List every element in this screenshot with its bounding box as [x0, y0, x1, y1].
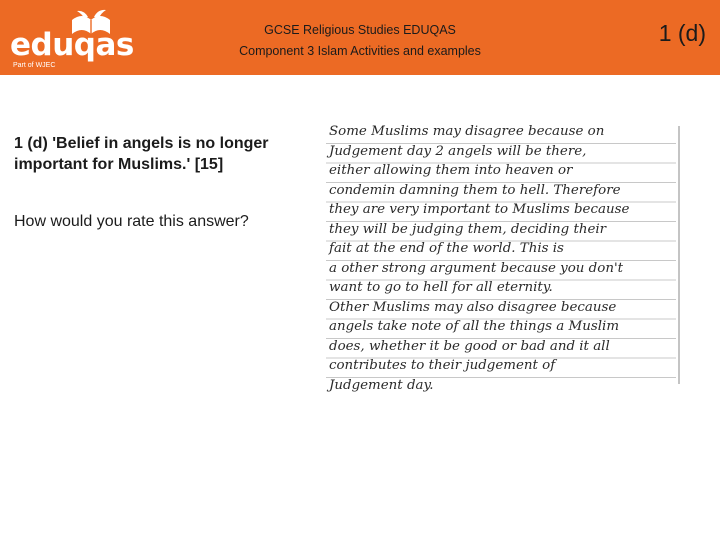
handwritten-answer — [324, 122, 684, 393]
answer-line: they will be judging them, deciding their — [329, 221, 607, 237]
answer-line: want to go to hell for all eternity. — [329, 280, 553, 295]
answer-line: Judgement day 2 angels will be there, — [329, 143, 587, 159]
rating-prompt: How would you rate this answer? — [14, 213, 249, 230]
question-code: 1 (d) — [658, 20, 706, 46]
answer-line: condemin damning them to hell. Therefore — [329, 182, 621, 198]
header-bar — [0, 0, 720, 75]
eduqas-logo — [8, 8, 134, 69]
answer-line: either allowing them into heaven or — [329, 163, 573, 178]
slide-title-line1: GCSE Religious Studies EDUQAS — [264, 23, 456, 37]
answer-text — [329, 122, 679, 395]
logo-wordmark: eduqas — [10, 27, 134, 63]
answer-line: Some Muslims may disagree because on — [329, 124, 605, 139]
question-text: 1 (d) 'Belief in angels is no longer important for Muslims.' [15] — [14, 135, 269, 173]
logo-subtitle: Part of WJEC — [13, 62, 56, 69]
answer-line: Judgement day. — [329, 377, 434, 393]
answer-line: does, whether it be good or bad and it all — [329, 338, 610, 354]
slide-title — [150, 20, 570, 62]
answer-line: fait at the end of the world. This is — [329, 241, 564, 256]
answer-line: Other Muslims may also disagree because — [329, 299, 617, 315]
answer-line: contributes to their judgement of — [329, 358, 556, 373]
slide-title-line2: Component 3 Islam Activities and examples — [239, 44, 481, 58]
answer-line: angels take note of all the things a Muslim — [329, 319, 620, 334]
answer-line: a other strong argument because you don't — [329, 260, 624, 276]
answer-line: they are very important to Muslims because — [329, 202, 630, 217]
